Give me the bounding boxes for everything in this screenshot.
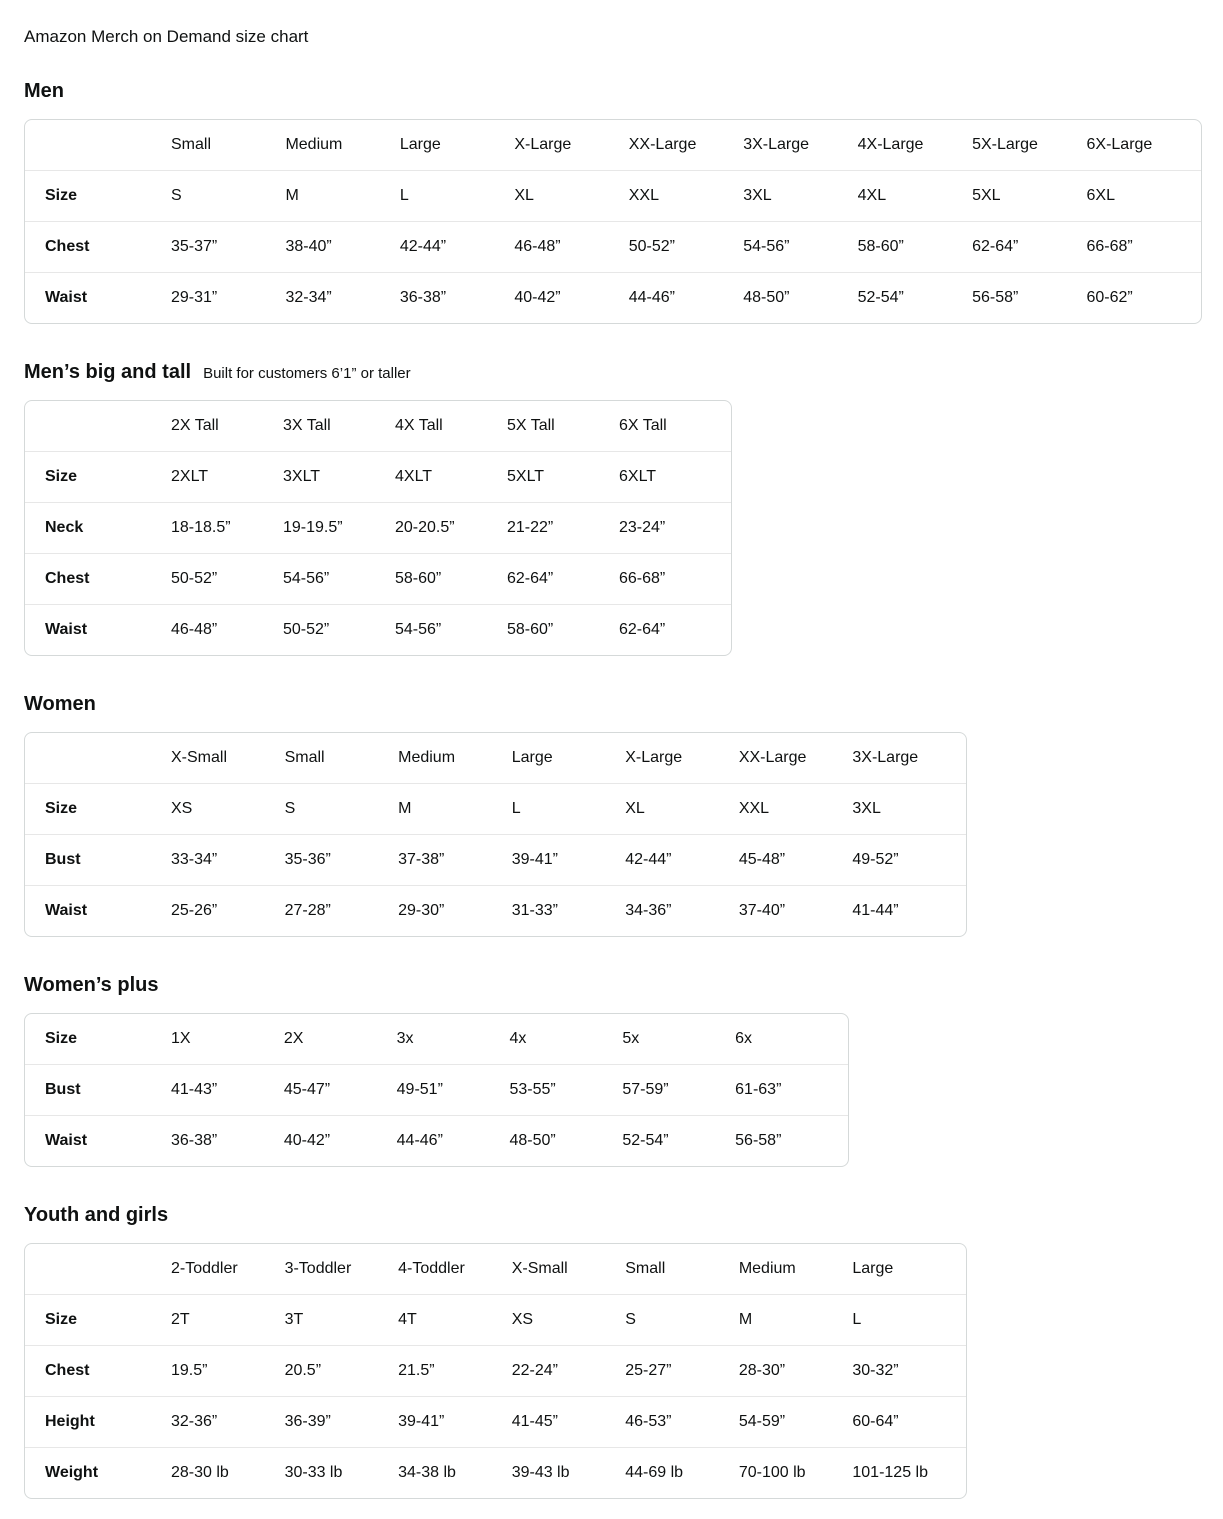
value-cell: M	[398, 784, 512, 835]
value-cell: 56-58”	[972, 273, 1086, 324]
table-row	[25, 503, 731, 554]
value-cell: 42-44”	[625, 835, 739, 886]
value-cell: 52-54”	[622, 1116, 735, 1167]
column-header-cell: 3X-Large	[743, 136, 810, 154]
table-header-row	[25, 733, 966, 784]
mens-big-and-tall-size-table-card	[24, 400, 732, 656]
value-cell: 22-24”	[512, 1346, 626, 1397]
value-cell: 36-39”	[285, 1397, 399, 1448]
row-label-cell: Waist	[25, 1116, 171, 1167]
table-header-row	[25, 1244, 966, 1295]
page-title: Amazon Merch on Demand size chart	[24, 27, 309, 46]
value-cell: 20.5”	[285, 1346, 399, 1397]
column-header-cell: Large	[852, 1260, 894, 1278]
value-cell: 38-40”	[285, 222, 399, 273]
value-cell: 21-22”	[507, 503, 619, 554]
column-header-cell: XX-Large	[738, 749, 807, 767]
value-cell: 40-42”	[514, 273, 628, 324]
row-label-cell: Chest	[25, 1346, 171, 1397]
value-cell: S	[285, 784, 399, 835]
column-header-cell: Large	[399, 136, 441, 154]
section-subtitle-mens-big-and-tall: Built for customers 6’1” or taller	[203, 365, 411, 383]
row-label-cell: Bust	[25, 835, 171, 886]
row-label-cell: Size	[25, 1295, 171, 1346]
value-cell: XS	[171, 784, 285, 835]
value-cell: 4x	[509, 1030, 527, 1048]
column-header-cell: Small	[171, 136, 212, 154]
row-label-header-cell	[25, 120, 171, 171]
value-cell: XL	[514, 171, 628, 222]
value-cell: 6XL	[1087, 171, 1202, 222]
men-size-table-card	[24, 119, 1202, 324]
value-cell: L	[852, 1295, 966, 1346]
men-size-table	[25, 120, 1201, 323]
value-cell: 40-42”	[284, 1116, 397, 1167]
table-row	[25, 1116, 848, 1167]
value-cell: 3x	[396, 1030, 414, 1048]
value-cell: L	[400, 171, 514, 222]
column-header-cell: 4X Tall	[395, 417, 443, 435]
value-cell: S	[171, 171, 285, 222]
column-header-cell: Medium	[285, 136, 343, 154]
value-cell: XL	[625, 784, 739, 835]
value-cell: 4XL	[858, 171, 972, 222]
value-cell: 54-59”	[739, 1397, 853, 1448]
value-cell: 37-38”	[398, 835, 512, 886]
value-cell: 3XL	[852, 784, 966, 835]
value-cell: 32-34”	[285, 273, 399, 324]
value-cell: 50-52”	[629, 222, 743, 273]
value-cell: 36-38”	[400, 273, 514, 324]
section-heading-mens-big-and-tall-label: Men’s big and tall	[24, 361, 192, 384]
value-cell: 41-44”	[852, 886, 966, 937]
value-cell: 27-28”	[285, 886, 399, 937]
row-label-cell: Chest	[25, 222, 171, 273]
column-header-cell: Small	[284, 749, 325, 767]
column-header-cell: X-Large	[514, 136, 572, 154]
value-cell: 52-54”	[858, 273, 972, 324]
value-cell: L	[512, 784, 626, 835]
value-cell: 30-33 lb	[285, 1448, 399, 1499]
value-cell: 54-56”	[743, 222, 857, 273]
value-cell: 2T	[171, 1295, 285, 1346]
value-cell: 62-64”	[507, 554, 619, 605]
row-label-cell: Neck	[25, 503, 171, 554]
value-cell: XXL	[629, 171, 743, 222]
column-header-cell: 5X-Large	[972, 136, 1038, 154]
value-cell: 58-60”	[507, 605, 619, 656]
section-heading-womens-plus	[24, 974, 1223, 997]
table-header-row	[25, 120, 1201, 171]
value-cell: 45-48”	[739, 835, 853, 886]
value-cell: 18-18.5”	[171, 503, 283, 554]
value-cell: 60-64”	[852, 1397, 966, 1448]
youth-and-girls-size-table-card	[24, 1243, 967, 1499]
value-cell: 20-20.5”	[395, 503, 507, 554]
column-header-cell: 4X-Large	[857, 136, 924, 154]
value-cell: 35-36”	[285, 835, 399, 886]
value-cell: 46-48”	[171, 605, 283, 656]
value-cell: 39-43 lb	[512, 1448, 626, 1499]
column-header-cell: X-Small	[171, 749, 228, 767]
row-label-cell: Weight	[25, 1448, 171, 1499]
value-cell: 39-41”	[398, 1397, 512, 1448]
value-cell: 3T	[285, 1295, 399, 1346]
row-label-cell: Bust	[25, 1065, 171, 1116]
value-cell: 19.5”	[171, 1346, 285, 1397]
women-size-table-card	[24, 732, 967, 937]
value-cell: 6XLT	[619, 452, 731, 503]
value-cell: 66-68”	[1087, 222, 1202, 273]
value-cell: 4T	[398, 1295, 512, 1346]
row-label-cell: Waist	[25, 886, 171, 937]
section-heading-men-label: Men	[24, 80, 64, 103]
value-cell: 58-60”	[395, 554, 507, 605]
value-cell: 49-52”	[852, 835, 966, 886]
column-header-cell: 2X Tall	[171, 417, 219, 435]
value-cell: 48-50”	[743, 273, 857, 324]
row-label-header-cell	[25, 733, 171, 784]
table-row	[25, 605, 731, 656]
column-header-cell: 2-Toddler	[171, 1260, 238, 1278]
table-row	[25, 1397, 966, 1448]
column-header-cell: 3X-Large	[852, 749, 919, 767]
column-header-cell: 3-Toddler	[284, 1260, 352, 1278]
value-cell: 36-38”	[171, 1116, 284, 1167]
value-cell: 44-46”	[629, 273, 743, 324]
value-cell: 23-24”	[619, 503, 731, 554]
table-row	[25, 784, 966, 835]
value-cell: 25-26”	[171, 886, 285, 937]
value-cell: 28-30”	[739, 1346, 853, 1397]
table-header-row	[25, 401, 731, 452]
value-cell: 50-52”	[283, 605, 395, 656]
value-cell: 70-100 lb	[739, 1448, 853, 1499]
row-label-cell: Waist	[25, 273, 171, 324]
table-row	[25, 452, 731, 503]
row-label-cell: Size	[25, 171, 171, 222]
table-row	[25, 1448, 966, 1499]
column-header-cell: Large	[511, 749, 553, 767]
value-cell: 35-37”	[171, 222, 285, 273]
row-label-cell: Waist	[25, 605, 171, 656]
value-cell: M	[739, 1295, 853, 1346]
table-row	[25, 171, 1201, 222]
column-header-cell: 4-Toddler	[398, 1260, 465, 1278]
row-label-cell: Size	[25, 784, 171, 835]
value-cell: 6x	[735, 1030, 753, 1048]
value-cell: 2XLT	[171, 452, 283, 503]
value-cell: 30-32”	[852, 1346, 966, 1397]
value-cell: 32-36”	[171, 1397, 285, 1448]
womens-plus-size-table	[25, 1014, 848, 1166]
value-cell: 45-47”	[284, 1065, 397, 1116]
value-cell: 29-30”	[398, 886, 512, 937]
value-cell: 28-30 lb	[171, 1448, 285, 1499]
value-cell: XXL	[739, 784, 853, 835]
table-row	[25, 835, 966, 886]
value-cell: 57-59”	[622, 1065, 735, 1116]
value-cell: 54-56”	[283, 554, 395, 605]
value-cell: 41-43”	[171, 1065, 284, 1116]
value-cell: 34-36”	[625, 886, 739, 937]
value-cell: 5XLT	[507, 452, 619, 503]
womens-plus-size-table-card	[24, 1013, 849, 1167]
column-header-cell: Medium	[398, 749, 456, 767]
value-cell: 21.5”	[398, 1346, 512, 1397]
value-cell: 31-33”	[512, 886, 626, 937]
value-cell: 62-64”	[972, 222, 1086, 273]
column-header-cell: 3X Tall	[283, 417, 331, 435]
value-cell: 29-31”	[171, 273, 285, 324]
value-cell: 46-53”	[625, 1397, 739, 1448]
row-label-cell: Height	[25, 1397, 171, 1448]
value-cell: 34-38 lb	[398, 1448, 512, 1499]
row-label-header-cell	[25, 1244, 171, 1295]
column-header-cell: Medium	[738, 1260, 796, 1278]
column-header-cell: 6X Tall	[619, 417, 667, 435]
column-header-cell: 6X-Large	[1086, 136, 1153, 154]
table-row	[25, 273, 1201, 324]
table-row	[25, 1295, 966, 1346]
youth-and-girls-size-table	[25, 1244, 966, 1498]
value-cell: 50-52”	[171, 554, 283, 605]
column-header-cell: 5X Tall	[507, 417, 555, 435]
table-row	[25, 886, 966, 937]
value-cell: 5x	[622, 1030, 640, 1048]
section-heading-youth-and-girls	[24, 1204, 1223, 1227]
value-cell: 48-50”	[509, 1116, 622, 1167]
table-row	[25, 1014, 848, 1065]
value-cell: 44-46”	[397, 1116, 510, 1167]
table-row	[25, 554, 731, 605]
value-cell: 3XL	[743, 171, 857, 222]
value-cell: 58-60”	[858, 222, 972, 273]
value-cell: 46-48”	[514, 222, 628, 273]
value-cell: 1X	[171, 1030, 191, 1048]
mens-big-and-tall-size-table	[25, 401, 731, 655]
value-cell: 66-68”	[619, 554, 731, 605]
table-row	[25, 1065, 848, 1116]
column-header-cell: XX-Large	[628, 136, 697, 154]
value-cell: 61-63”	[735, 1065, 848, 1116]
value-cell: 44-69 lb	[625, 1448, 739, 1499]
row-label-cell: Chest	[25, 554, 171, 605]
value-cell: 41-45”	[512, 1397, 626, 1448]
section-heading-women	[24, 693, 1223, 716]
value-cell: XS	[512, 1295, 626, 1346]
value-cell: 101-125 lb	[852, 1448, 966, 1499]
value-cell: 42-44”	[400, 222, 514, 273]
column-header-cell: Small	[625, 1260, 666, 1278]
value-cell: M	[285, 171, 399, 222]
value-cell: S	[625, 1295, 739, 1346]
value-cell: 62-64”	[619, 605, 731, 656]
section-heading-men	[24, 80, 1223, 103]
section-heading-youth-and-girls-label: Youth and girls	[24, 1204, 169, 1227]
value-cell: 2X	[283, 1030, 304, 1048]
column-header-cell: X-Small	[511, 1260, 568, 1278]
value-cell: 33-34”	[171, 835, 285, 886]
value-cell: 49-51”	[397, 1065, 510, 1116]
section-heading-womens-plus-label: Women’s plus	[24, 974, 159, 997]
women-size-table	[25, 733, 966, 936]
value-cell: 5XL	[972, 171, 1086, 222]
value-cell: 53-55”	[509, 1065, 622, 1116]
value-cell: 39-41”	[512, 835, 626, 886]
table-row	[25, 1346, 966, 1397]
row-label-cell: Size	[45, 1030, 78, 1048]
column-header-cell: X-Large	[625, 749, 683, 767]
row-label-header-cell	[25, 401, 171, 452]
value-cell: 4XLT	[395, 452, 507, 503]
value-cell: 54-56”	[395, 605, 507, 656]
value-cell: 60-62”	[1087, 273, 1202, 324]
table-row	[25, 222, 1201, 273]
value-cell: 3XLT	[283, 452, 395, 503]
value-cell: 56-58”	[735, 1116, 848, 1167]
value-cell: 37-40”	[739, 886, 853, 937]
section-heading-women-label: Women	[24, 693, 96, 716]
value-cell: 19-19.5”	[283, 503, 395, 554]
value-cell: 25-27”	[625, 1346, 739, 1397]
row-label-cell: Size	[25, 452, 171, 503]
section-heading-mens-big-and-tall	[24, 361, 1223, 384]
